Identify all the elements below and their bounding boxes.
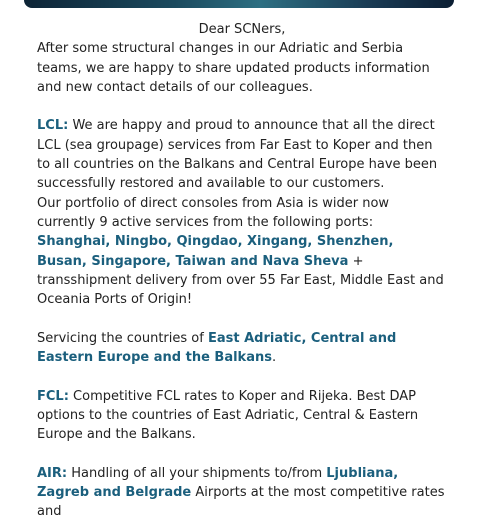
air-text: Handling of all your shipments to/from (67, 465, 327, 481)
fcl-paragraph (37, 387, 447, 445)
portfolio-text-tail: + transshipment delivery from over 55 Far East, Middle East and Oceania Ports of Origin! (37, 253, 444, 308)
air-text-tail: Airports at the most competitive rates and (37, 485, 445, 520)
servicing-paragraph (37, 329, 447, 368)
spacer (37, 97, 447, 116)
servicing-text-tail: . (271, 350, 277, 366)
spacer (37, 445, 447, 464)
lcl-paragraph (37, 116, 447, 193)
lcl-text: We are happy and proud to announce that all the direct LCL (sea groupage) services from Far East to Koper and then to all countries on the Balkans and Central Europe have been successfully restored and available to our customers. (37, 118, 438, 192)
airport-cities: Ljubliana, Zagreb and Belgrade (37, 465, 399, 501)
email-body (37, 20, 447, 522)
portfolio-paragraph (37, 194, 447, 310)
fcl-text: Competitive FCL rates to Koper and Rijeka. Best DAP options to the countries of East Adriatic, Central & Eastern Europe and the Balkans. (37, 388, 419, 443)
servicing-text: Servicing the countries of (37, 330, 208, 346)
fcl-label: FCL: (37, 388, 69, 404)
header-banner-image (24, 0, 454, 8)
portfolio-text: Our portfolio of direct consoles from Asia is wider now currently 9 active services from the following ports: (37, 195, 390, 230)
greeting: Dear SCNers, (198, 22, 286, 37)
air-paragraph (37, 464, 447, 522)
spacer (37, 309, 447, 328)
spacer (37, 367, 447, 386)
intro-paragraph: After some structural changes in our Adriatic and Serbia teams, we are happy to share updated products information and new contact details of our colleagues. (37, 41, 430, 95)
regions-list: East Adriatic, Central and Eastern Europe and the Balkans (37, 330, 397, 366)
ports-list: Shanghai, Ningbo, Qingdao, Xingang, Shenzhen, Busan, Singapore, Taiwan and Nava Sheva (37, 234, 394, 269)
lcl-label: LCL: (37, 118, 69, 134)
air-label: AIR: (37, 465, 68, 481)
